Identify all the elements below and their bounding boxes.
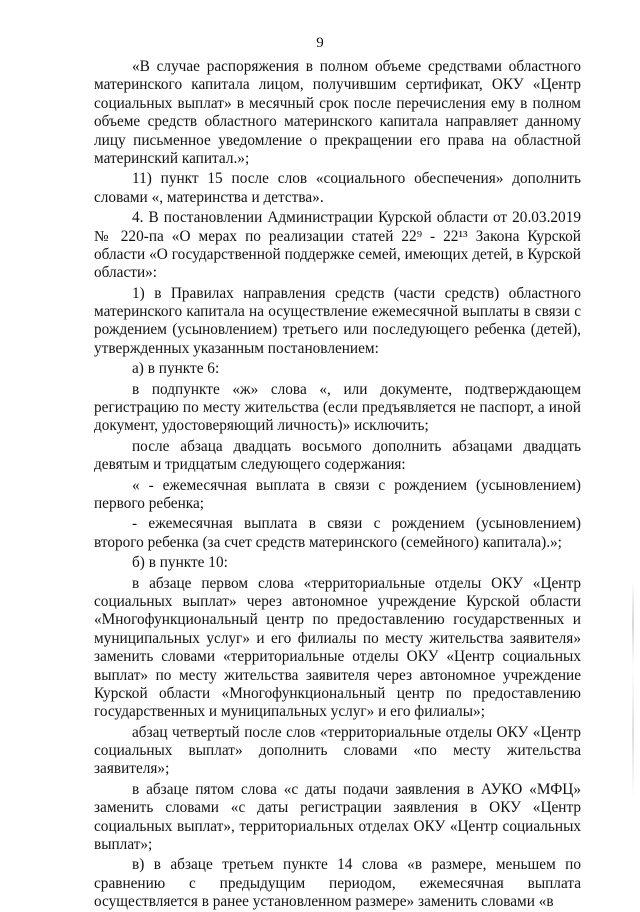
paragraph — [94, 856, 581, 911]
document-body — [94, 58, 581, 912]
paragraph-line: второго ребенка (за счет средств материнского (семейного) капитала).»; — [94, 533, 562, 551]
paragraph-line: словами «, материнства и детства». — [94, 188, 324, 206]
paragraph-line: «Многофункциональный центр по предоставлению государственных и — [94, 611, 581, 629]
scan-edge-shadow — [632, 580, 634, 800]
page-number: 9 — [316, 35, 324, 51]
paragraph-line: первого ребенка; — [94, 494, 204, 512]
paragraph — [94, 575, 581, 722]
paragraph-line: заменить словами «территориальные отделы ОКУ «Центр социальных — [94, 648, 581, 666]
paragraph-line: материнского капитала на осуществление ежемесячной выплаты в связи с — [94, 303, 581, 321]
paragraph — [94, 438, 581, 475]
paragraph — [94, 285, 581, 359]
paragraph-line: в) в абзаце третьем пункте 14 слова «в размере, меньшем по — [132, 856, 581, 874]
paragraph-line: выплат» по месту жительства заявителя через автономное учреждение — [94, 666, 581, 684]
paragraph-line: объеме средств областного материнского капитала направляет данному — [94, 113, 581, 131]
paragraph-line: области «О государственной поддержке семей, имеющих детей, в Курской — [94, 245, 581, 263]
paragraph-line: социальных выплат» через автономное учреждение Курской области — [94, 592, 581, 610]
paragraph-line: выплат»; — [94, 836, 153, 854]
paragraph-line: осуществляется в ранее установленном размере» заменить словами «в — [94, 893, 554, 911]
paragraph — [94, 477, 581, 514]
paragraph-line: 11) пункт 15 после слов «социального обеспечения» дополнить — [132, 170, 581, 188]
paragraph-line: социальных выплат» в месячный срок после перечисления ему в полном — [94, 94, 581, 112]
paragraph-line: абзац четвертый после слов «территориальные отделы ОКУ «Центр — [132, 723, 581, 741]
paragraph — [94, 554, 581, 572]
paragraph-line: лицу письменное уведомление о прекращении его права на областной — [94, 131, 581, 149]
paragraph-line: в абзаце пятом слова «с даты подачи заявления в АУКО «МФЦ» — [132, 780, 581, 798]
paragraph-line: социальных выплат» дополнить словами «по месту жительства — [94, 742, 581, 760]
paragraph — [94, 724, 581, 779]
paragraph-line: государственных и муниципальных услуг» и его филиалы»; — [94, 703, 485, 721]
paragraph-line: 1) в Правилах направления средств (части средств) областного — [132, 284, 581, 302]
paragraph-line: - ежемесячная выплата в связи с рождением (усыновлением) — [132, 515, 581, 533]
paragraph — [94, 781, 581, 855]
paragraph-line: рождением (усыновлением) третьего или последующего ребенка (детей), — [94, 321, 581, 339]
paragraph — [94, 381, 581, 436]
paragraph-line: области»: — [94, 264, 158, 282]
paragraph — [94, 515, 581, 552]
paragraph — [94, 170, 581, 207]
paragraph-line: муниципальных услуг» и его филиалы по месту жительства заявителя» — [94, 629, 581, 647]
paragraph-line: № 220-па «О мерах по реализации статей 22⁹ - 22¹³ Закона Курской — [94, 227, 581, 245]
paragraph-line: заявителя»; — [94, 760, 170, 778]
paragraph-line: сравнению с предыдущим периодом, ежемесячная выплата — [94, 874, 581, 892]
paragraph-line: материнский капитал.»; — [94, 149, 250, 167]
paragraph-line: девятым и тридцатым следующего содержания: — [94, 456, 406, 474]
paragraph-line: утвержденных указанным постановлением: — [94, 339, 379, 357]
paragraph — [94, 58, 581, 168]
paragraph-line: после абзаца двадцать восьмого дополнить абзацами двадцать — [132, 437, 581, 455]
paragraph-line: 4. В постановлении Администрации Курской области от 20.03.2019 — [132, 209, 581, 227]
paragraph — [94, 209, 581, 283]
paragraph-line: Курской области «Многофункциональный центр по предоставлению — [94, 684, 581, 702]
paragraph-line: материнского капитала лицом, получившим сертификат, ОКУ «Центр — [94, 76, 581, 94]
paragraph-line: социальных выплат», территориальных отделах ОКУ «Центр социальных — [94, 817, 581, 835]
paragraph-line: заменить словами «с даты регистрации заявления в ОКУ «Центр — [94, 799, 581, 817]
paragraph-line: регистрацию по месту жительства (если предъявляется не паспорт, а иной — [94, 399, 581, 417]
paragraph-line: а) в пункте 6: — [132, 360, 220, 378]
paragraph-line: в подпункте «ж» слова «, или документе, подтверждающем — [132, 380, 581, 398]
paragraph — [94, 360, 581, 378]
paragraph-line: в абзаце первом слова «территориальные отделы ОКУ «Центр — [132, 574, 581, 592]
paragraph-line: документ, удостоверяющий личность)» исключить; — [94, 417, 429, 435]
paragraph-line: « - ежемесячная выплата в связи с рождением (усыновлением) — [132, 476, 581, 494]
paragraph-line: б) в пункте 10: — [132, 554, 228, 572]
paragraph-line: «В случае распоряжения в полном объеме средствами областного — [132, 58, 581, 75]
